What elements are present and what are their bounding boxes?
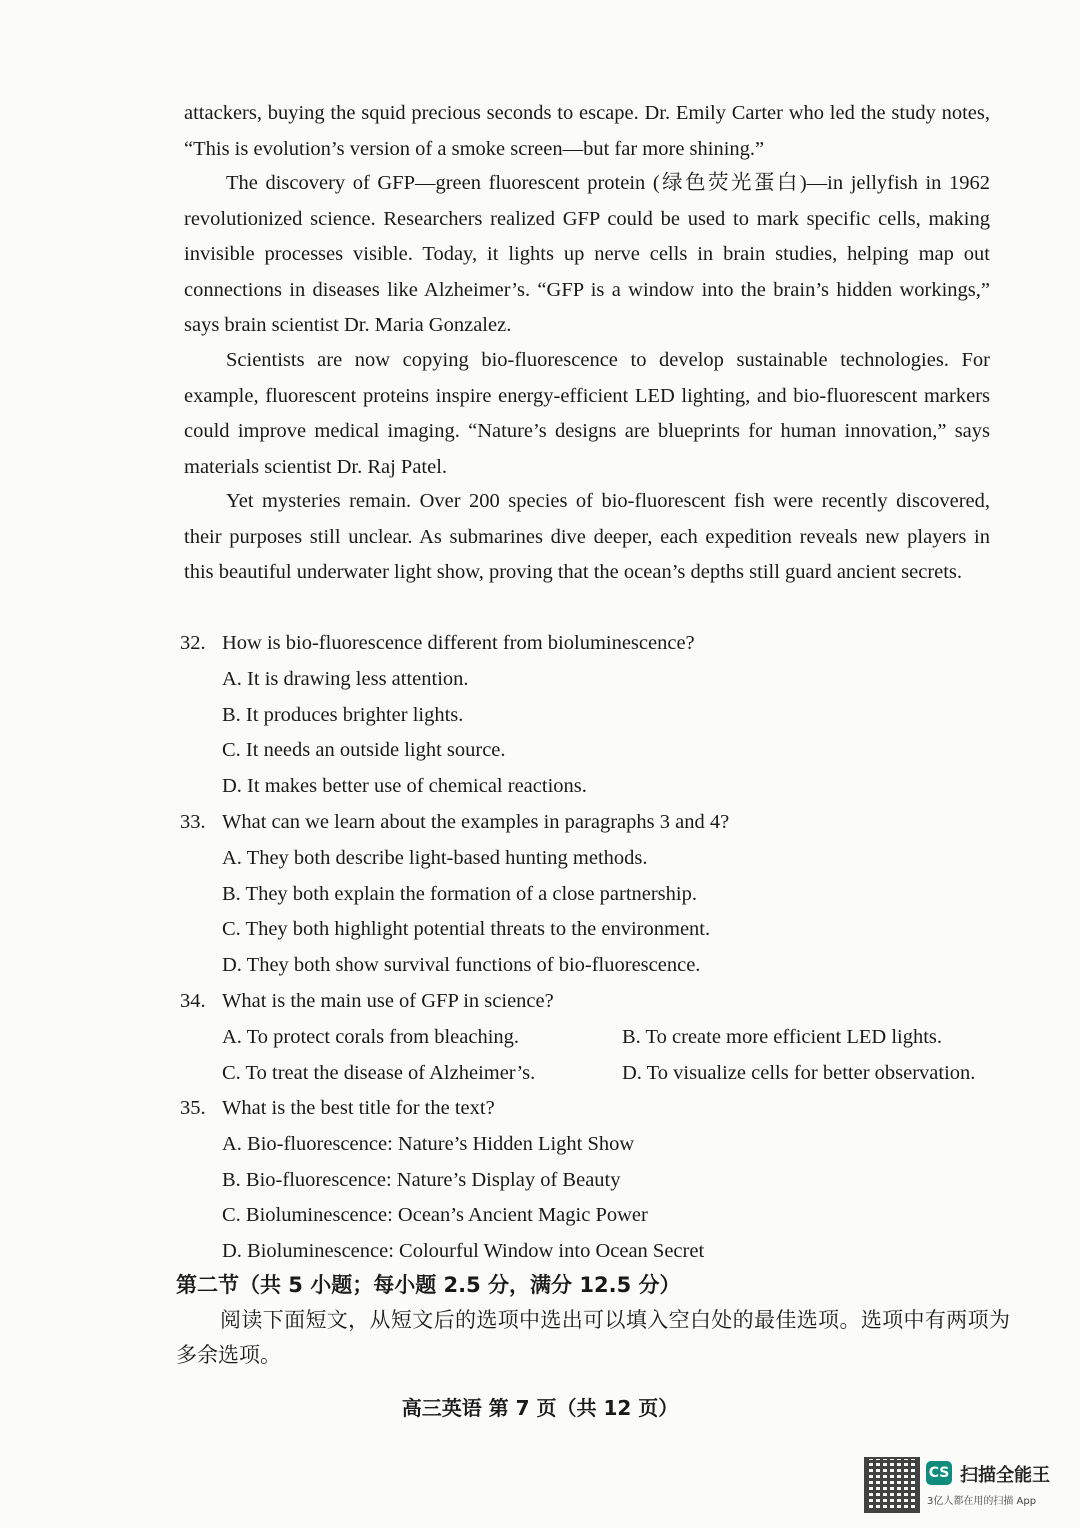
question-number: 32. xyxy=(180,632,206,654)
option-d[interactable]: D. Bioluminescence: Colourful Window into Ocean Secret xyxy=(222,1240,705,1263)
question-33 xyxy=(180,805,1010,984)
option-c[interactable]: C. To treat the disease of Alzheimer’s. xyxy=(222,1061,536,1084)
question-32 xyxy=(180,626,1010,805)
option-b[interactable]: B. They both explain the formation of a close partnership. xyxy=(222,882,697,905)
passage-paragraph-4: Yet mysteries remain. Over 200 species of bio-fluorescent fish were recently discovered, their purposes still unclear. As submarines dive deeper, each expedition reveals new players in this beautiful underwater light show, proving that the ocean’s depths still guard ancient secrets. xyxy=(184,490,990,583)
question-stem: What is the best title for the text? xyxy=(222,1097,495,1119)
camscanner-logo-icon: CS xyxy=(926,1461,952,1485)
option-d[interactable]: D. They both show survival functions of bio-fluorescence. xyxy=(222,954,701,977)
option-c[interactable]: C. Bioluminescence: Ocean’s Ancient Magic Power xyxy=(222,1204,648,1227)
option-a[interactable]: A. It is drawing less attention. xyxy=(222,667,469,690)
option-a[interactable]: A. Bio-fluorescence: Nature’s Hidden Light Show xyxy=(222,1132,635,1155)
option-c[interactable]: C. They both highlight potential threats to the environment. xyxy=(222,918,711,941)
question-stem: What can we learn about the examples in paragraphs 3 and 4? xyxy=(222,811,730,833)
question-number: 33. xyxy=(180,811,206,833)
option-c[interactable]: C. It needs an outside light source. xyxy=(222,739,506,762)
option-d[interactable]: D. It makes better use of chemical reactions. xyxy=(222,775,587,798)
option-a[interactable]: A. They both describe light-based hunting methods. xyxy=(222,846,648,869)
question-stem: What is the main use of GFP in science? xyxy=(222,990,554,1012)
page-footer: 高三英语 第 7 页（共 12 页） xyxy=(401,1396,679,1420)
question-34 xyxy=(180,984,1010,1091)
passage-paragraph-2: The discovery of GFP—green fluorescent protein (绿色荧光蛋白)—in jellyfish in 1962 revolutionized science. Researchers realized GFP could be used to mark specific cells, making invisible processes visible. Today, it lights up nerve cells in brain studies, helping map out connections in diseases like Alzheimer’s. “GFP is a window into the brain’s hidden workings,” says brain scientist Dr. Maria Gonzalez. xyxy=(184,172,990,336)
option-d[interactable]: D. To visualize cells for better observation. xyxy=(622,1061,976,1084)
watermark-tagline: 3亿人都在用的扫描 App xyxy=(927,1496,1037,1507)
watermark-app-name: 扫描全能王 xyxy=(960,1465,1050,1486)
section-heading: 第二节（共 5 小题；每小题 2.5 分，满分 12.5 分） xyxy=(176,1273,681,1297)
option-b[interactable]: B. Bio-fluorescence: Nature’s Display of Beauty xyxy=(222,1168,621,1191)
option-b[interactable]: B. It produces brighter lights. xyxy=(222,703,464,726)
option-b[interactable]: B. To create more efficient LED lights. xyxy=(622,1025,943,1048)
passage-paragraph-1: attackers, buying the squid precious seconds to escape. Dr. Emily Carter who led the study notes, “This is evolution’s version of a smoke screen—but far more shining.” xyxy=(184,102,990,160)
question-number: 35. xyxy=(180,1097,206,1119)
question-35 xyxy=(180,1091,1010,1270)
qr-code-icon xyxy=(864,1457,920,1513)
option-a[interactable]: A. To protect corals from bleaching. xyxy=(222,1025,520,1048)
section-instructions: 阅读下面短文，从短文后的选项中选出可以填入空白处的最佳选项。选项中有两项为多余选项。 xyxy=(176,1308,1010,1367)
passage-paragraph-3: Scientists are now copying bio-fluorescence to develop sustainable technologies. For example, fluorescent proteins inspire energy-efficient LED lighting, and bio-fluorescent markers could improve medical imaging. “Nature’s designs are blueprints for human innovation,” says materials scientist Dr. Raj Patel. xyxy=(184,349,990,478)
question-stem: How is bio-fluorescence different from bioluminescence? xyxy=(222,632,695,654)
question-number: 34. xyxy=(180,990,206,1012)
